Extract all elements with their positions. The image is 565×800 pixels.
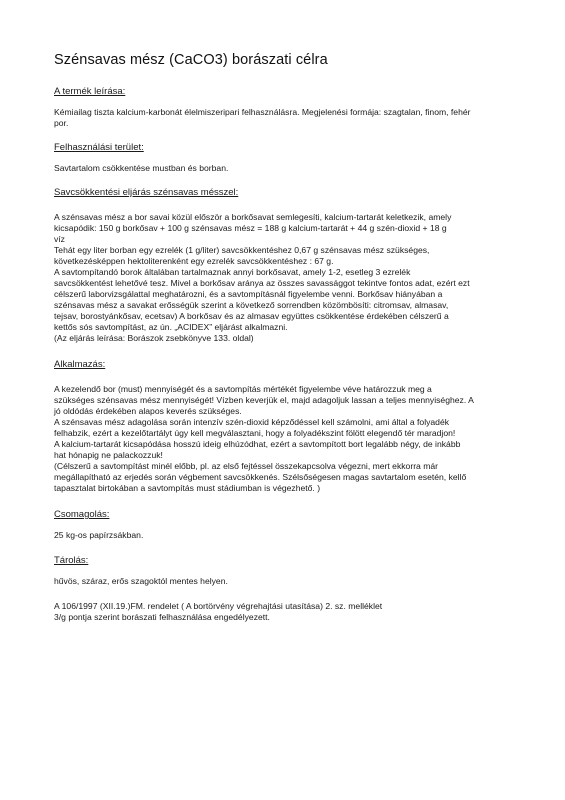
text-line: szénsavas mész a savakat erősségük szerint a következő sorrendben közömbösíti: citromsav, almasav, — [54, 300, 449, 310]
section-heading-csomagolas: Csomagolás: — [54, 509, 110, 520]
text-line: megállapítható az erjedés során végbement savcsökkenés. Szélsőségesen magas savtartalom esetén, kellő — [54, 472, 467, 482]
section-body-alkalmazas — [54, 384, 525, 494]
section-heading-felhasznalasi: Felhasználási terület: — [54, 142, 144, 153]
section-heading-termek: A termék leírása: — [54, 86, 126, 97]
section-body-felhasznalasi — [54, 163, 525, 174]
text-line: célszerű laborvizsgálattal meghatározni, és a savtompításnál figyelembe venni. Borkősav hiányában a — [54, 289, 443, 299]
text-line: szükséges szénsavas mész mennyiségét! Vízben keverjük el, majd adagoljuk lassan a teljes mennyiséghez. A — [54, 395, 474, 405]
text-line: hat hónapig ne palackozzuk! — [54, 450, 163, 460]
text-line: Savtartalom csökkentése mustban és borban. — [54, 163, 229, 173]
text-line: savcsökkentést lehetővé tesz. Mivel a borkősav aránya az összes savassággot tekintve fontos adat, ezért ezt — [54, 278, 470, 288]
text-line: Tehát egy liter borban egy ezrelék (1 g/liter) savcsökkentéshez 0,67 g szénsavas mész szükséges, — [54, 245, 430, 255]
page-title: Szénsavas mész (CaCO3) borászati célra — [54, 52, 328, 68]
text-line: A szénsavas mész adagolása során intenzív szén-dioxid képződéssel kell számolni, ami által a folyadék — [54, 417, 450, 427]
text-line: hűvös, száraz, erős szagoktól mentes helyen. — [54, 576, 228, 586]
text-line: A kezelendő bor (must) mennyiségét és a savtompítás mértékét figyelembe véve határozzuk meg a — [54, 384, 432, 394]
text-line: A kalcium-tartarát kicsapódása hosszú ideig elhúzódhat, ezért a savtompított bort legalább négy, de inkább — [54, 439, 461, 449]
text-line: por. — [54, 118, 69, 128]
text-line: víz — [54, 234, 65, 244]
section-heading-alkalmazas: Alkalmazás: — [54, 359, 106, 370]
text-line: (Az eljárás leírása: Borászok zsebkönyve 133. oldal) — [54, 333, 254, 343]
section-body-tarolas — [54, 576, 525, 587]
text-line: A szénsavas mész a bor savai közül először a borkősavat semlegesíti, kalcium-tartarát keletkezik, amely — [54, 212, 452, 222]
text-line: kettős sós savtompítást, az ún. „ACIDEX” eljárást alkalmazni. — [54, 322, 288, 332]
text-line: kicsapódik: 150 g borkősav + 100 g szénsavas mész = 188 g kalcium-tartarát + 44 g szén-dioxid + 18 g — [54, 223, 447, 233]
footer-note — [54, 601, 525, 623]
text-line: felhabzik, ezért a kezelőtartályt úgy kell megválasztani, hogy a folyadékszint fölött elegendő tér maradjon! — [54, 428, 456, 438]
text-line: Kémiailag tiszta kalcium-karbonát élelmiszeripari felhasználásra. Megjelenési formája: szagtalan, finom, fehér — [54, 107, 471, 117]
text-line: tapasztalat birtokában a savtompítás must stádiumban is végezhető. ) — [54, 483, 321, 493]
section-body-termek — [54, 107, 525, 129]
text-line: következésképpen hektoliterenként egy ezrelék savcsökkentéshez : 67 g. — [54, 256, 334, 266]
text-line: 25 kg-os papírzsákban. — [54, 530, 144, 540]
text-line: jó oldódás érdekében alapos keverés szükséges. — [54, 406, 242, 416]
text-line: A 106/1997 (XII.19.)FM. rendelet ( A bortörvény végrehajtási utasítása) 2. sz. melléklet — [54, 601, 383, 611]
text-line: tejsav, borostyánkősav, ecetsav) A borkősav és az almasav együttes csökkentése érdekében célszerű a — [54, 311, 449, 321]
text-line: A savtompítandó borok általában tartalmaznak annyi borkősavat, amely 1-2, esetleg 3 ezrelék — [54, 267, 411, 277]
section-heading-tarolas: Tárolás: — [54, 555, 89, 566]
section-heading-eljaras: Savcsökkentési eljárás szénsavas mésszel: — [54, 187, 239, 198]
section-body-csomagolas — [54, 530, 525, 541]
text-line: 3/g pontja szerint borászati felhasználása engedélyezett. — [54, 612, 270, 622]
section-body-eljaras — [54, 212, 525, 344]
text-line: (Célszerű a savtompítást minél előbb, pl. az első fejtéssel összekapcsolva végezni, mert ekkorra már — [54, 461, 439, 471]
